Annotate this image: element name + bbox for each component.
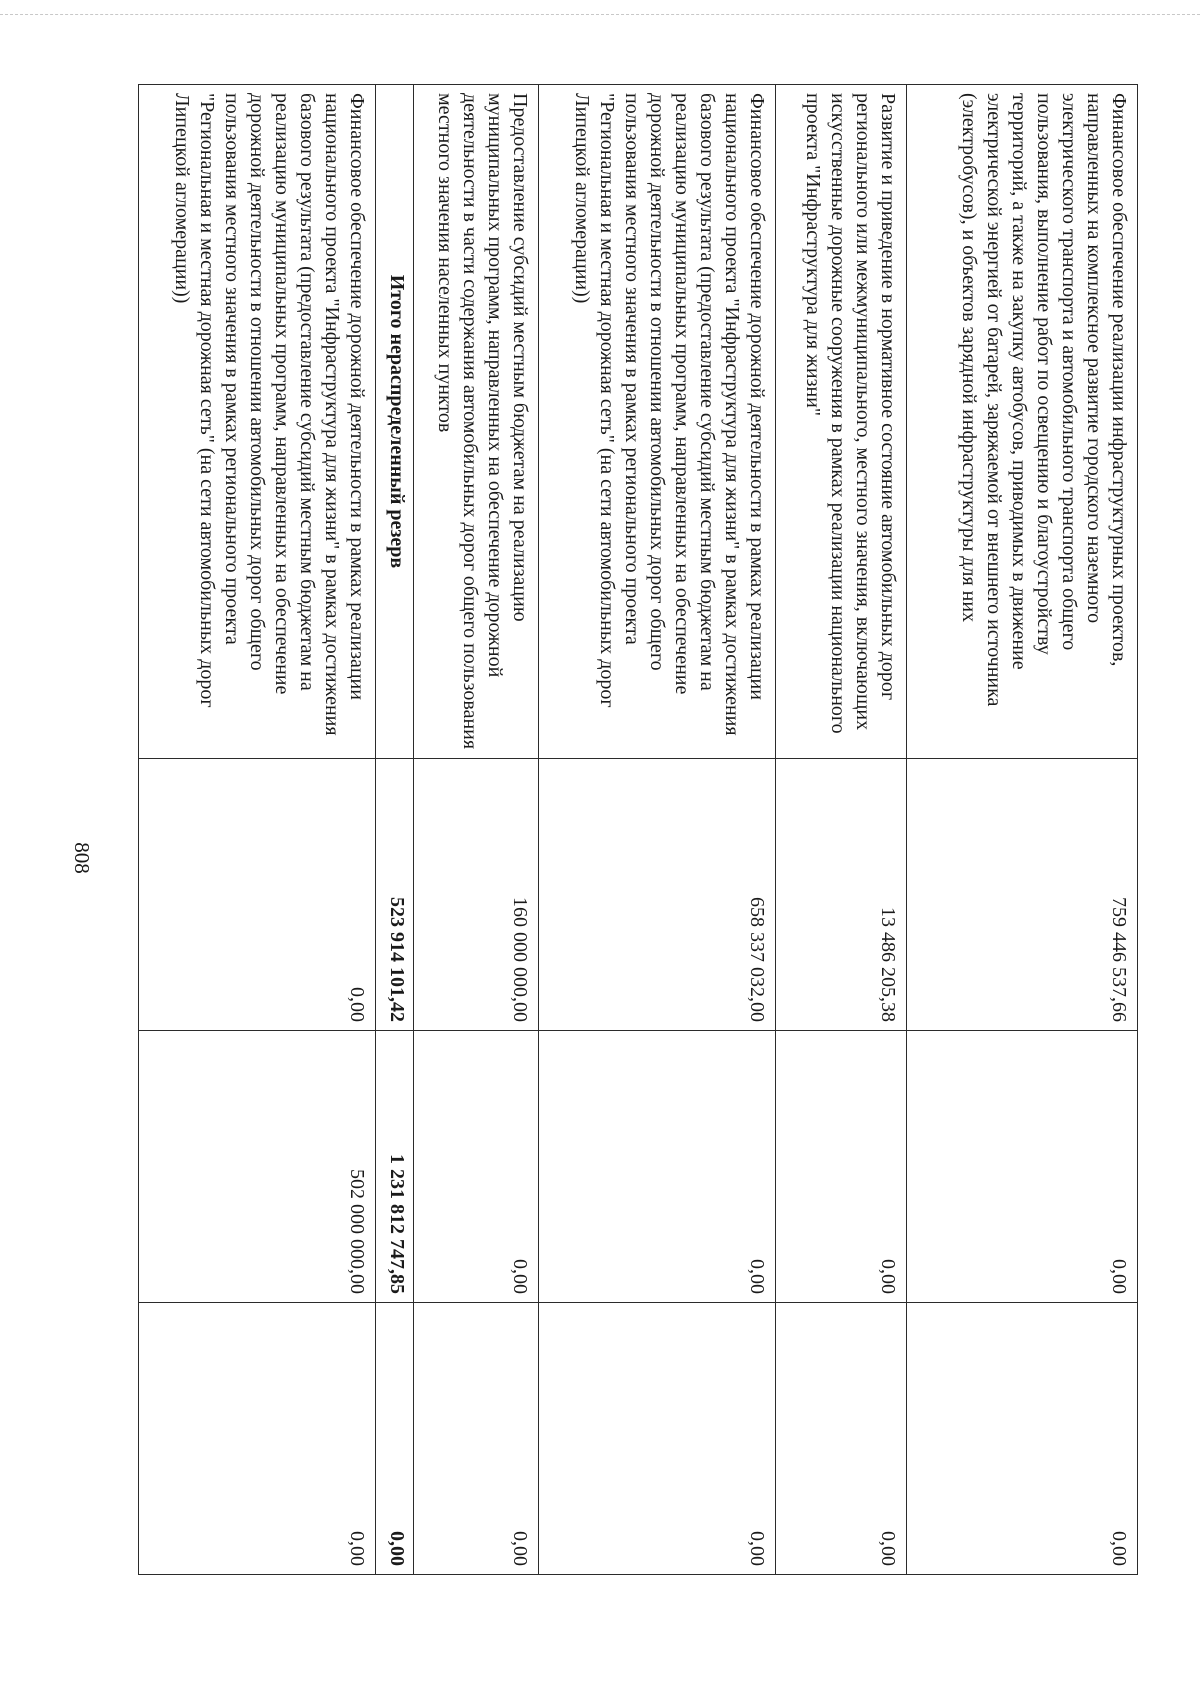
total-amount: 1 231 812 747,85: [376, 1031, 414, 1303]
table-row: [776, 85, 906, 1575]
budget-table: [138, 84, 1138, 1575]
total-amount: 0,00: [376, 1303, 414, 1575]
amount-cell: 759 446 537,66: [906, 759, 1137, 1031]
amount-cell: 658 337 032,00: [539, 759, 776, 1031]
total-amount: 523 914 101,42: [376, 759, 414, 1031]
amount-cell: 0,00: [906, 1031, 1137, 1303]
amount-cell: 0,00: [539, 1031, 776, 1303]
scan-top-edge: [0, 14, 1200, 15]
table-row: [139, 85, 376, 1575]
table-rotation-frame: [138, 84, 1138, 1574]
amount-cell: 160 000 000,00: [414, 759, 539, 1031]
total-label: Итого нераспределенный резерв: [376, 85, 414, 759]
row-description: Финансовое обеспечение дорожной деятельности в рамках реализации национального проекта "Инфраструктура для жизни" в рамках достижения базового результата (предоставление субсидий местным бюджетам на реализацию муниципальных программ, направленных на обеспечение дорожной деятельности в отношении автомобильных дорог общего пользования местного значения в рамках регионального проекта "Региональная и местная дорожная сеть" (на сети автомобильных дорог Липецкой агломерации)): [139, 85, 376, 759]
landscape-page: [138, 84, 1138, 1574]
table-row: [414, 85, 539, 1575]
amount-cell: 502 000 000,00: [139, 1031, 376, 1303]
amount-cell: 0,00: [539, 1303, 776, 1575]
amount-cell: 0,00: [414, 1303, 539, 1575]
amount-cell: 0,00: [906, 1303, 1137, 1575]
table-row: [906, 85, 1137, 1575]
total-row: [376, 85, 414, 1575]
row-description: Развитие и приведение в нормативное состояние автомобильных дорог регионального или межмуниципального, местного значения, включающих искусственные дорожные сооружения в рамках реализации национального проекта "Инфраструктура для жизни": [776, 85, 906, 759]
row-description: Финансовое обеспечение дорожной деятельности в рамках реализации национального проекта "Инфраструктура для жизни" в рамках достижения базового результата (предоставление субсидий местным бюджетам на реализацию муниципальных программ, направленных на обеспечение дорожной деятельности в отношении автомобильных дорог общего пользования местного значения в рамках регионального проекта "Региональная и местная дорожная сеть" (на сети автомобильных дорог Липецкой агломерации)): [539, 85, 776, 759]
amount-cell: 0,00: [139, 1303, 376, 1575]
amount-cell: 13 486 205,38: [776, 759, 906, 1031]
amount-cell: 0,00: [776, 1303, 906, 1575]
table-row: [539, 85, 776, 1575]
row-description: Финансовое обеспечение реализации инфраструктурных проектов, направленных на комплексное развитие городского наземного электрического транспорта и автомобильного транспорта общего пользования, выполнение работ по освещению и благоустройству территорий, а также на закупку автобусов, приводимых в движение электрической энергией от батарей, заряжаемой от внешнего источника (электробусов), и объектов зарядной инфраструктуры для них: [906, 85, 1137, 759]
amount-cell: 0,00: [139, 759, 376, 1031]
amount-cell: 0,00: [414, 1031, 539, 1303]
row-description: Предоставление субсидий местным бюджетам на реализацию муниципальных программ, направленных на обеспечение дорожной деятельности в части содержания автомобильных дорог общего пользования местного значения населенных пунктов: [414, 85, 539, 759]
amount-cell: 0,00: [776, 1031, 906, 1303]
page-number: 808: [70, 842, 94, 874]
